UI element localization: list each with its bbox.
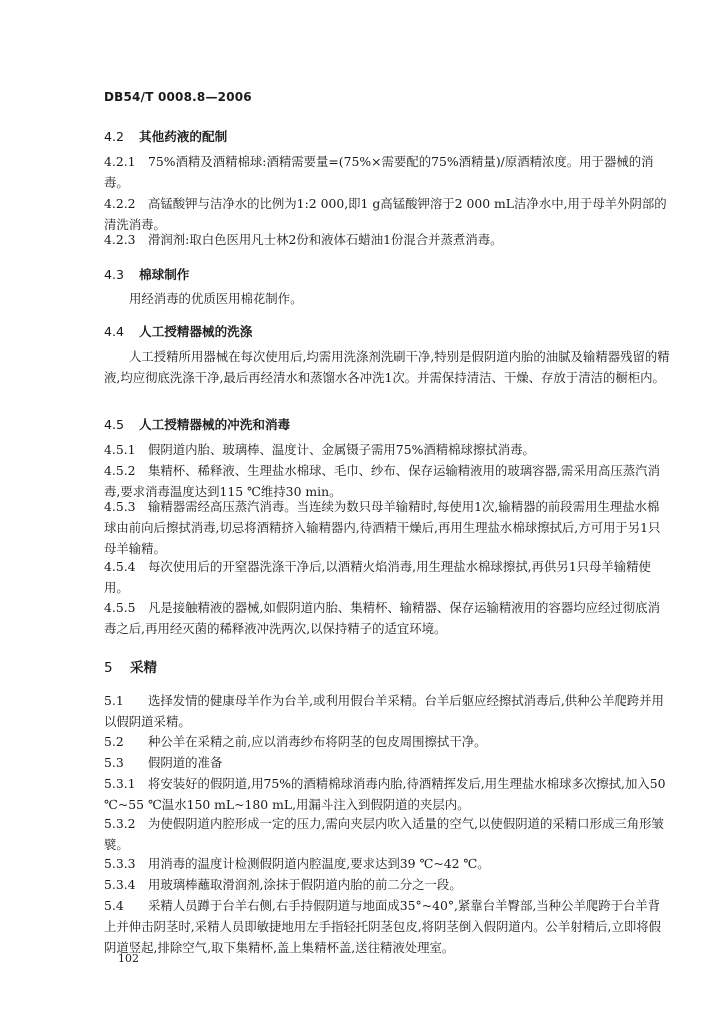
clause-number: 5.2 (104, 734, 124, 749)
clause-4-5-5 (104, 597, 670, 639)
clause-5-3-3 (104, 853, 670, 874)
clause-text: 高锰酸钾与洁净水的比例为1:2 000,即1 g高锰酸钾溶于2 000 mL洁净水中,用于母羊外阴部的清洗消毒。 (104, 196, 667, 232)
section-5-heading (104, 656, 157, 676)
clause-number: 5.1 (104, 693, 124, 708)
page-number: 102 (118, 952, 139, 965)
clause-text: 种公羊在采精之前,应以消毒纱布将阴茎的包皮周围擦拭干净。 (148, 734, 487, 749)
clause-text: 每次使用后的开窒器洗涤干净后,以酒精火焰消毒,用生理盐水棉球擦拭,再供另1只母羊输精使用。 (104, 559, 651, 595)
clause-number: 5.4 (104, 898, 124, 913)
section-number: 5 (104, 660, 113, 676)
clause-number: 5.3 (104, 755, 124, 770)
clause-text: 用玻璃棒蘸取滑润剂,涂抹于假阴道内胎的前二分之一段。 (148, 877, 462, 892)
clause-text: 选择发情的健康母羊作为台羊,或利用假台羊采精。台羊后躯应经擦拭消毒后,供种公羊爬跨并用以假阴道采精。 (104, 693, 664, 729)
clause-text: 滑润剂:取白色医用凡士林2份和液体石蜡油1份混合并蒸煮消毒。 (148, 232, 503, 247)
section-title: 人工授精器械的冲洗和消毒 (139, 417, 291, 432)
clause-text: 75%酒精及酒精棉球:酒精需要量=(75%×需要配的75%酒精量)/原酒精浓度。用于器械的消毒。 (104, 154, 654, 190)
clause-5-3-4 (104, 874, 670, 895)
document-code: DB54/T 0008.8—2006 (104, 90, 252, 104)
section-title: 其他药液的配制 (139, 129, 228, 144)
section-number: 4.5 (104, 417, 125, 432)
clause-4-2-3 (104, 229, 670, 250)
section-title: 采精 (130, 660, 157, 676)
section-number: 4.4 (104, 324, 125, 339)
clause-5-3-1 (104, 773, 670, 815)
clause-number: 4.5.2 (104, 463, 136, 478)
clause-number: 4.5.3 (104, 499, 136, 514)
clause-5-1 (104, 690, 670, 732)
clause-5-3 (104, 752, 670, 773)
clause-text: 输精器需经高压蒸汽消毒。当连续为数只母羊输精时,每使用1次,输精器的前段需用生理盐水棉球由前向后擦拭消毒,切忌将酒精挤入输精器内,待酒精干燥后,再用生理盐水棉球擦拭后,方可用于另1只母羊输精。 (104, 499, 661, 556)
clause-text: 凡是接触精液的器械,如假阴道内胎、集精杯、输精器、保存运输精液用的容器均应经过彻底消毒之后,再用经灭菌的稀释液冲洗两次,以保持精子的适宜环境。 (104, 600, 660, 636)
clause-text: 集精杯、稀释液、生理盐水棉球、毛巾、纱布、保存运输精液用的玻璃容器,需采用高压蒸汽消毒,要求消毒温度达到115 ℃维持30 min。 (104, 463, 660, 499)
clause-text: 假阴道的准备 (148, 755, 223, 770)
section-4-3-heading (104, 264, 189, 283)
clause-5-2 (104, 731, 670, 752)
clause-number: 4.5.4 (104, 559, 136, 574)
clause-number: 4.5.1 (104, 442, 136, 457)
section-number: 4.3 (104, 267, 125, 282)
clause-number: 5.3.3 (104, 856, 136, 871)
section-4-5-heading (104, 414, 290, 433)
clause-5-4 (104, 895, 670, 958)
section-title: 棉球制作 (139, 267, 190, 282)
section-4-4-body: 人工授精所用器械在每次使用后,均需用洗涤剂洗刷干净,特别是假阴道内胎的油腻及输精器残留的精液,均应彻底洗涤干净,最后再经清水和蒸馏水各冲洗1次。并需保持清洁、干燥、存放于清洁的橱柜内。 (104, 349, 670, 385)
clause-number: 4.2.2 (104, 196, 136, 211)
clause-text: 将安装好的假阴道,用75%的酒精棉球消毒内胎,待酒精挥发后,用生理盐水棉球多次擦拭,加入50 ℃~55 ℃温水150 mL~180 mL,用漏斗注入到假阴道的夹层内。 (104, 776, 666, 812)
clause-number: 5.3.1 (104, 776, 136, 791)
section-4-2-heading (104, 126, 227, 145)
clause-number: 5.3.2 (104, 816, 136, 831)
section-title: 人工授精器械的洗涤 (139, 324, 253, 339)
clause-text: 采精人员蹲于台羊右侧,右手持假阴道与地面成35°~40°,紧靠台羊臀部,当种公羊爬跨于台羊背上并伸击阴茎时,采精人员即敏捷地用左手指轻托阴茎包皮,将阴茎倒入假阴道内。公羊射精后,立即将假阴道竖起,排除空气,取下集精杯,盖上集精杯盖,送往精液处理室。 (104, 898, 662, 955)
clause-4-5-3 (104, 496, 670, 559)
clause-4-5-4 (104, 556, 670, 598)
clause-text: 假阴道内胎、玻璃棒、温度计、金属镊子需用75%酒精棉球擦拭消毒。 (148, 442, 535, 457)
clause-5-3-2 (104, 813, 670, 855)
clause-text: 为使假阴道内腔形成一定的压力,需向夹层内吹入适量的空气,以使假阴道的采精口形成三角形皱襞。 (104, 816, 664, 852)
section-number: 4.2 (104, 129, 125, 144)
clause-4-5-1 (104, 439, 670, 460)
clause-number: 4.2.3 (104, 232, 136, 247)
clause-text: 用消毒的温度计检测假阴道内腔温度,要求达到39 ℃~42 ℃。 (148, 856, 490, 871)
section-4-3-body: 用经消毒的优质医用棉花制作。 (129, 291, 303, 306)
clause-number: 4.5.5 (104, 600, 136, 615)
clause-number: 5.3.4 (104, 877, 136, 892)
clause-4-2-1 (104, 151, 670, 193)
clause-number: 4.2.1 (104, 154, 136, 169)
section-4-4-heading (104, 321, 252, 340)
